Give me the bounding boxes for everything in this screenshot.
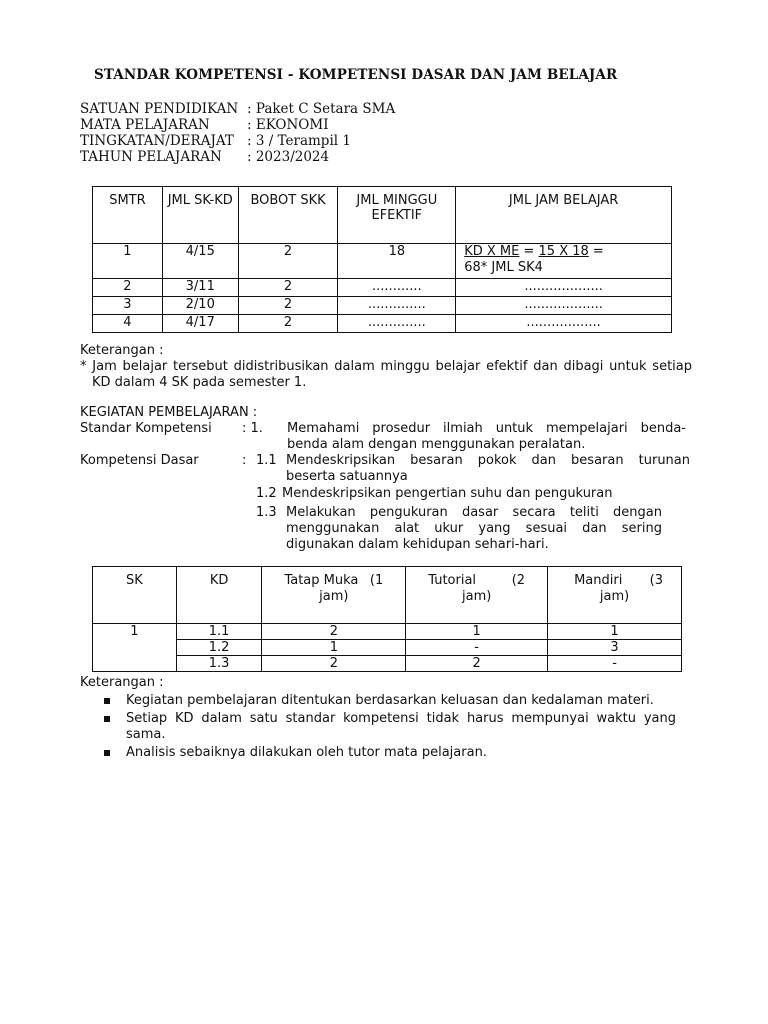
table-row [93, 656, 682, 672]
cell-minggu: 18 [338, 244, 456, 279]
kegiatan-heading: KEGIATAN PEMBELAJARAN : [80, 405, 258, 420]
kd-line [80, 521, 692, 537]
cell-bobot: 2 [238, 297, 338, 315]
kd-line [80, 453, 692, 469]
header-text: Tutorial [428, 573, 477, 588]
identity-label: TAHUN PELAJARAN [80, 149, 222, 165]
kd-number: 1.3 [256, 505, 277, 520]
header-bobot-skk: BOBOT SKK [238, 187, 338, 244]
kd-text: menggunakan alat ukur yang sesuai dan sering [286, 521, 662, 536]
formula-equals: = [519, 244, 539, 259]
bullet-item [80, 745, 700, 761]
kd-line [80, 469, 692, 485]
cell-kd: 1.1 [176, 624, 262, 640]
cell-jam: ................... [456, 279, 672, 297]
kd-line [80, 505, 692, 521]
identity-value: : 3 / Terampil 1 [247, 133, 351, 149]
cell-smtr: 3 [93, 297, 163, 315]
keterangan-label: Keterangan : [80, 343, 164, 358]
table-row [93, 624, 682, 640]
table-row [93, 279, 672, 297]
kd-text: digunakan dalam kehidupan sehari-hari. [286, 537, 549, 552]
table-row [93, 244, 672, 279]
header-smtr: SMTR [93, 187, 163, 244]
identity-block [80, 101, 395, 165]
kd-number: 1.2 [256, 486, 277, 501]
jam-belajar-table [92, 186, 672, 333]
cell-tatap-muka: 2 [262, 624, 406, 640]
formula-equals: = [588, 244, 604, 259]
cell-tatap-muka: 2 [262, 656, 406, 672]
keterangan-note: * Jam belajar tersebut didistribusikan dalam minggu belajar efektif dan dibagi untuk setiap KD dalam 4 SK pada semester 1. [80, 359, 692, 390]
cell-minggu: ............ [338, 279, 456, 297]
identity-row [80, 133, 395, 149]
header-tutorial [406, 567, 548, 624]
sk-colon: : 1. [242, 421, 263, 436]
keterangan-2 [80, 675, 700, 761]
cell-bobot: 2 [238, 315, 338, 333]
cell-bobot: 2 [238, 279, 338, 297]
cell-tatap-muka: 1 [262, 640, 406, 656]
sk-line [80, 437, 692, 453]
header-sk: SK [93, 567, 177, 624]
header-text: (3 [649, 573, 663, 588]
cell-kd: 1.2 [176, 640, 262, 656]
cell-smtr: 2 [93, 279, 163, 297]
bullet-text: Setiap KD dalam satu standar kompetensi tidak harus mempunyai waktu yang sama. [126, 711, 676, 742]
kegiatan-pembelajaran [80, 405, 692, 553]
cell-kd: 1.3 [176, 656, 262, 672]
identity-row [80, 101, 395, 117]
cell-jml-sk-kd: 3/11 [162, 279, 238, 297]
cell-mandiri: 3 [548, 640, 682, 656]
bullet-text: Kegiatan pembelajaran ditentukan berdasarkan keluasan dan kedalaman materi. [126, 693, 654, 708]
cell-jam: ................... [456, 297, 672, 315]
identity-row [80, 149, 395, 165]
kd-colon: : [242, 453, 247, 468]
cell-minggu: .............. [338, 315, 456, 333]
header-text: jam) [461, 589, 492, 604]
cell-jml-sk-kd: 2/10 [162, 297, 238, 315]
table-row [93, 640, 682, 656]
bullet-item [80, 711, 700, 743]
cell-mandiri: 1 [548, 624, 682, 640]
cell-tutorial: 1 [406, 624, 548, 640]
cell-smtr: 1 [93, 244, 163, 279]
kd-number: 1.1 [256, 453, 277, 468]
kd-text: Melakukan pengukuran dasar secara teliti dengan [286, 505, 662, 520]
identity-value: : EKONOMI [247, 117, 329, 133]
header-tatap-muka [262, 567, 406, 624]
sk-label: Standar Kompetensi [80, 421, 212, 436]
formula-term: 15 X 18 [538, 244, 589, 259]
document-title: STANDAR KOMPETENSI - KOMPETENSI DASAR DAN JAM BELAJAR [94, 67, 618, 83]
identity-value: : 2023/2024 [247, 149, 330, 165]
kegiatan-table [92, 566, 682, 672]
kd-text: Mendeskripsikan besaran pokok dan besaran turunan [286, 453, 690, 468]
header-text: jam) [599, 589, 630, 604]
cell-tutorial: - [406, 640, 548, 656]
identity-label: MATA PELAJARAN [80, 117, 210, 133]
header-jml-minggu: JML MINGGU EFEKTIF [338, 187, 456, 244]
cell-jam: .................. [456, 315, 672, 333]
cell-smtr: 4 [93, 315, 163, 333]
kd-text: Mendeskripsikan pengertian suhu dan pengukuran [282, 486, 613, 501]
bullet-square-icon [104, 750, 110, 756]
bullet-item [80, 693, 700, 709]
table-row [93, 297, 672, 315]
cell-sk: 1 [93, 624, 177, 672]
header-jml-sk-kd: JML SK-KD [162, 187, 238, 244]
keterangan-label: Keterangan : [80, 675, 164, 690]
cell-bobot: 2 [238, 244, 338, 279]
cell-jml-sk-kd: 4/15 [162, 244, 238, 279]
table-header-row [93, 567, 682, 624]
identity-row [80, 117, 395, 133]
keterangan-1 [80, 343, 692, 391]
sk-text: benda alam dengan menggunakan peralatan. [287, 437, 586, 452]
kd-label: Kompetensi Dasar [80, 453, 199, 468]
header-text: Mandiri [574, 573, 623, 588]
cell-minggu: .............. [338, 297, 456, 315]
header-text: jam) [319, 589, 349, 604]
cell-tutorial: 2 [406, 656, 548, 672]
header-text: Tatap Muka [284, 573, 359, 588]
table-row [93, 315, 672, 333]
header-mandiri [548, 567, 682, 624]
bullet-square-icon [104, 698, 110, 704]
bullet-text: Analisis sebaiknya dilakukan oleh tutor mata pelajaran. [126, 745, 487, 760]
kd-line [80, 537, 692, 553]
bullet-square-icon [104, 716, 110, 722]
sk-text: Memahami prosedur ilmiah untuk mempelajari benda- [287, 421, 686, 436]
kd-text: beserta satuannya [286, 469, 408, 484]
identity-label: SATUAN PENDIDIKAN [80, 101, 239, 117]
header-text: (2 [511, 573, 526, 588]
identity-label: TINGKATAN/DERAJAT [80, 133, 234, 149]
header-kd: KD [176, 567, 262, 624]
identity-value: : Paket C Setara SMA [247, 101, 396, 117]
sk-line [80, 421, 692, 437]
formula-result: 68* JML SK4 [464, 260, 543, 275]
header-text: (1 [369, 573, 384, 588]
cell-jml-sk-kd: 4/17 [162, 315, 238, 333]
cell-jam-formula [456, 244, 672, 279]
table-header-row [93, 187, 672, 244]
formula-term: KD X ME [464, 244, 520, 259]
kd-line [80, 486, 692, 502]
cell-mandiri: - [548, 656, 682, 672]
header-jml-jam: JML JAM BELAJAR [456, 187, 672, 244]
